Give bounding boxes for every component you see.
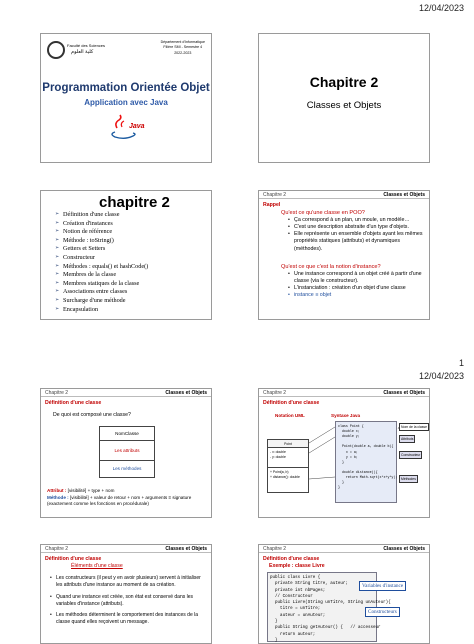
slide-class-elements	[40, 544, 212, 644]
uml-diagram: Point - x: double - y: double + Point(a, b) + distance(): double	[267, 439, 309, 493]
slide-header: Chapitre 2 Classes et Objets	[41, 545, 211, 553]
arrow-bullet-icon: ➢	[55, 237, 60, 243]
slide-chapter-outline	[40, 190, 212, 320]
arrow-bullet-icon: ➢	[55, 289, 60, 295]
label-constructor: Constructeur	[401, 453, 421, 457]
list-item: • C'est une description abstraite d'un type d'objets.	[287, 224, 423, 231]
list-item: ➢ Associations entre classes	[55, 288, 128, 296]
faculty-name: Faculté des Sciences	[67, 43, 106, 48]
section-title: Rappel	[263, 202, 281, 208]
page-date: 12/04/2023	[418, 3, 464, 13]
list-item: • L'instanciation : création d'un objet d'une classe	[287, 285, 423, 292]
slide-class-definition	[40, 388, 212, 518]
arrow-bullet-icon: ➢	[55, 280, 60, 286]
slide-uml-java	[258, 388, 430, 518]
arrow-bullet-icon: ➢	[55, 229, 60, 235]
arrow-bullet-icon: ➢	[55, 254, 60, 260]
livre-code-block: public class Livre { private String titre, auteur; private int nbPages; // Constructeur public Livre(String unTitre, String unAuteur){ titre = unTitre; auteur = unAuteur; } public String getAuteur() { // accesseur return auteur; }	[267, 572, 377, 642]
question-composition: De quoi est composé une classe?	[53, 412, 131, 418]
note-constructors: Constructeurs	[365, 607, 400, 617]
course-title: Programmation Orientée Objet	[42, 82, 210, 94]
list-item: ➢ Membres de la classe	[55, 271, 117, 279]
slide-rappel	[258, 190, 430, 320]
list-item: • Quand une instance est créée, son état est conservé dans les variables d'instance (attributs).	[49, 594, 207, 609]
label-methods: Méthodes	[401, 477, 416, 481]
label-class-name: Nom de la classe	[401, 425, 428, 429]
slide-header: Chapitre 2 Classes et Objets	[259, 191, 429, 199]
list-item: ➢ Encapsulation	[55, 305, 99, 313]
department-info: Département d'Informatique Filière SMI - Semestre 4 2022-2023	[160, 40, 205, 55]
arrow-bullet-icon: ➢	[55, 306, 60, 312]
arrow-bullet-icon: ➢	[55, 272, 60, 278]
list-item: ➢ Getters et Setters	[55, 245, 106, 253]
list-item: ➢ Constructeur	[55, 253, 95, 261]
slide-header: Chapitre 2 Classes et Objets	[259, 545, 429, 553]
list-item: ➢ Surcharge d'une méthode	[55, 296, 126, 304]
arrow-bullet-icon: ➢	[55, 246, 60, 252]
class-attributes-cell: Les attributs	[100, 441, 154, 461]
list-item: • Les constructeurs (il peut y en avoir plusieurs) servent à initialiser les attributs d'une instance au moment de sa création.	[49, 575, 207, 590]
list-item: • Une instance correspond à un objet créé à partir d'une classe (via le constructeur).	[287, 271, 423, 285]
chapter-title: Chapitre 2	[309, 74, 379, 90]
university-logo	[47, 41, 65, 59]
answer-class	[287, 217, 423, 253]
arrow-bullet-icon: ➢	[55, 263, 60, 269]
section-title: Définition d'une classe	[263, 400, 320, 406]
section-title: Définition d'une classe	[45, 400, 102, 406]
outline-title: chapitre 2	[99, 194, 170, 211]
list-item: ➢ Notion de référence	[55, 228, 113, 236]
list-item: ➢ Méthode : toString()	[55, 236, 114, 244]
list-item: • Les méthodes déterminent le comportement des instances de la classe quand elles reçoivent un message.	[49, 612, 207, 627]
answer-instance	[287, 271, 423, 300]
subsection-title: Éléments d'une classe	[71, 563, 123, 569]
outline-list	[55, 211, 148, 314]
example-title: Exemple : classe Livre	[269, 563, 325, 569]
class-diagram-box	[99, 426, 155, 478]
arrow-bullet-icon: ➢	[55, 212, 60, 217]
page-number: 1	[458, 358, 464, 368]
slide-chapter-title	[258, 33, 430, 163]
elements-list	[49, 575, 207, 631]
arrow-bullet-icon: ➢	[55, 220, 60, 226]
java-logo-icon	[105, 114, 149, 142]
java-label: Syntaxe Java	[331, 413, 361, 418]
chapter-subtitle: Classes et Objets	[306, 100, 382, 111]
java-code-block: class Point { double x; double y; Point(double a, double b){ x = a; y = b; } double distance(){ return Math.sqrt(x*x+y*y); } }	[335, 421, 397, 503]
list-item: ➢ Création d'instances	[55, 219, 113, 227]
java-logo-text: Java	[129, 123, 145, 130]
question-instance: Qu'est ce que c'est la notion d'instance?	[281, 264, 381, 270]
slide-header: Chapitre 2 Classes et Objets	[41, 389, 211, 397]
slide-header: Chapitre 2 Classes et Objets	[259, 389, 429, 397]
definition-text: Attribut : [visibilité] + type + nom Méthode : [visibilité] + valeur de retour + nom + arguments ≡ signature (exactement comme les fonctions en procédurale)	[47, 488, 192, 507]
page-date: 12/04/2023	[418, 371, 464, 381]
slide-title-course	[40, 33, 212, 163]
arrow-bullet-icon: ➢	[55, 297, 60, 303]
section-title: Définition d'une classe	[45, 556, 102, 562]
class-name-cell: NomClasse	[100, 427, 154, 441]
course-subtitle: Application avec Java	[84, 98, 168, 107]
connector-arrows	[309, 419, 409, 499]
question-class: Qu'est ce qu'une classe en POO?	[281, 210, 365, 216]
list-item: • Elle représente un ensemble d'objets ayant les mêmes propriétés statiques (attributs) et dynamiques (méthodes).	[287, 231, 423, 252]
note-instance-variables: Variables d'instance	[359, 581, 406, 591]
slide-livre-example	[258, 544, 430, 644]
list-item: • instance ≡ objet	[287, 292, 423, 299]
uml-label: Notation UML	[275, 413, 305, 418]
section-title: Définition d'une classe	[263, 556, 320, 562]
list-item: • Ça correspond à un plan, un moule, un modèle…	[287, 217, 423, 224]
class-methods-cell: Les méthodes	[112, 466, 142, 471]
list-item: ➢ Méthodes : equals() et hashCode()	[55, 262, 149, 270]
faculty-name-arabic: كلية العلوم	[71, 49, 94, 55]
list-item: ➢ Définition d'une classe	[55, 211, 120, 218]
label-attributes: Attributs	[401, 437, 414, 441]
list-item: ➢ Membres statiques de la classe	[55, 279, 140, 287]
